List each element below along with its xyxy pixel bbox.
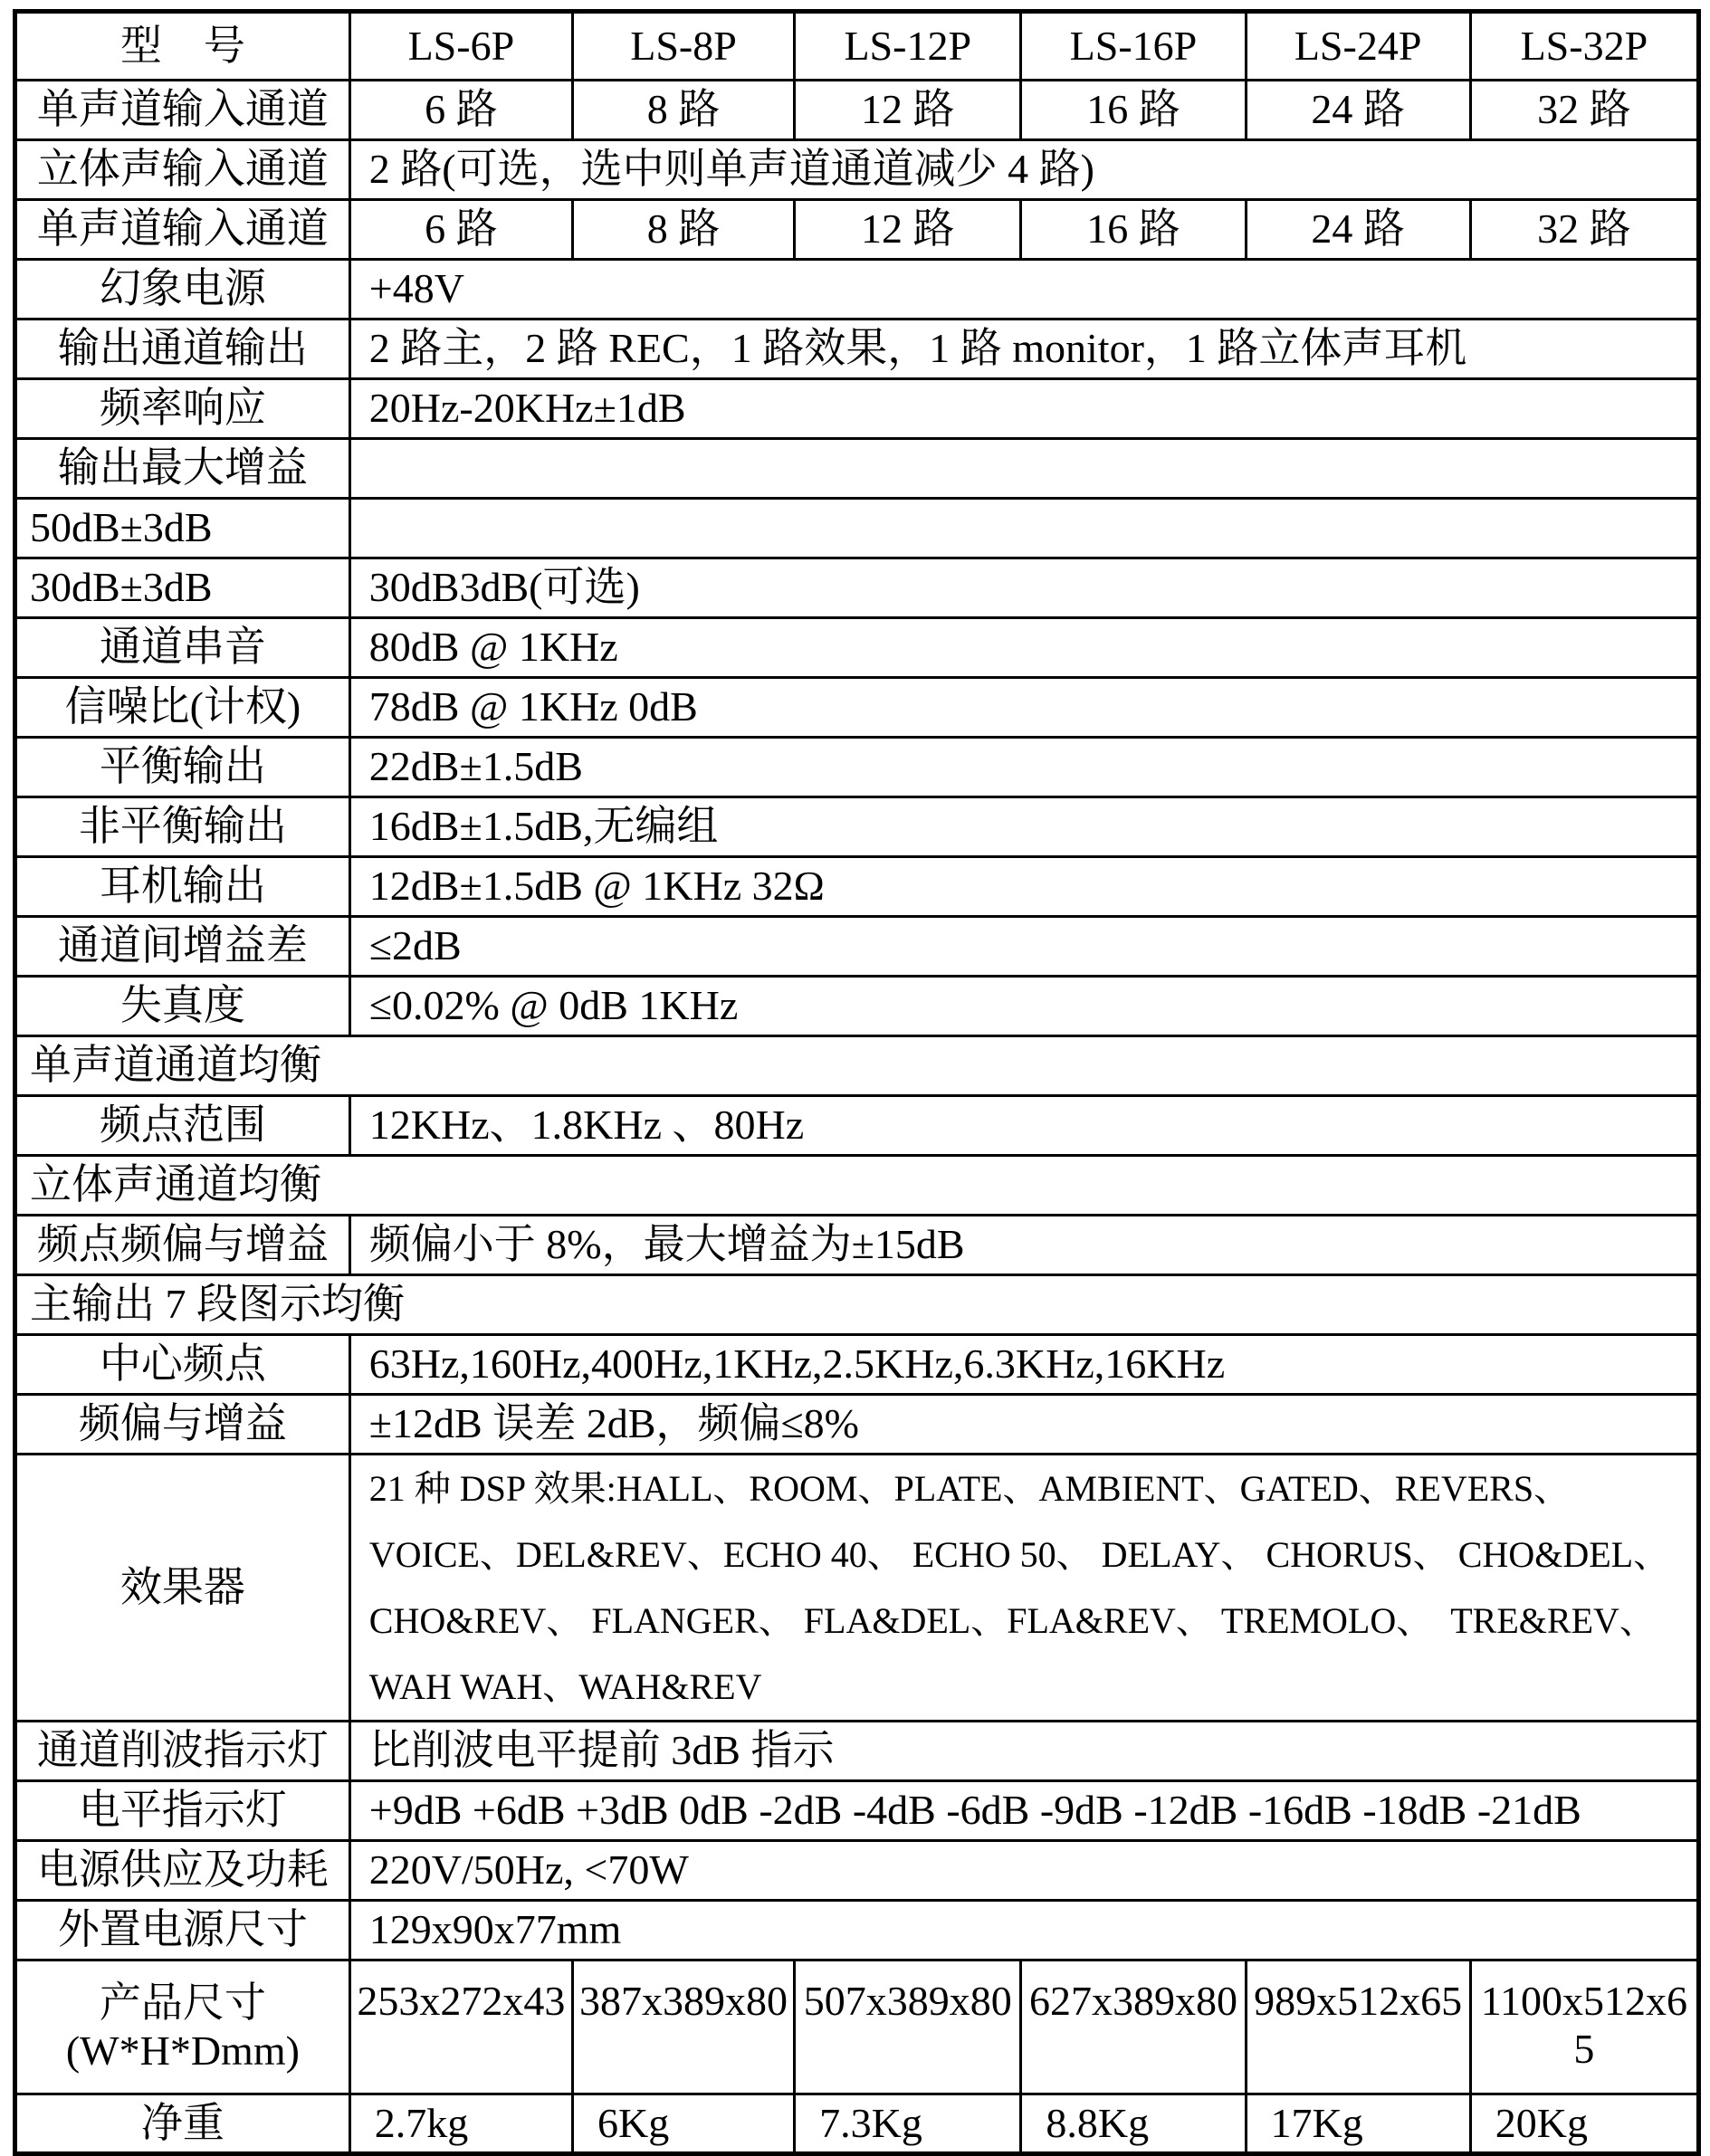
table-row-power-supply <box>15 1841 1699 1901</box>
table-row-crosstalk <box>15 618 1699 678</box>
model-name: LS-12P <box>795 12 1021 81</box>
row-label: 效果器 <box>15 1455 350 1722</box>
product-size-value: 507x389x80 <box>795 1960 1021 2094</box>
mono-input-value: 24 路 <box>1246 81 1470 140</box>
row-label: 通道串音 <box>15 618 350 678</box>
row-value: 2 路(可选，选中则单声道通道减少 4 路) <box>349 140 1698 200</box>
row-label: 单声道输入通道 <box>15 200 350 260</box>
row-value: 78dB @ 1KHz 0dB <box>349 678 1698 738</box>
table-row-dev-gain <box>15 1395 1699 1455</box>
section-label: 主输出 7 段图示均衡 <box>15 1275 1699 1335</box>
table-row-balanced-output <box>15 738 1699 797</box>
row-value: 频偏小于 8%，最大增益为±15dB <box>349 1216 1698 1275</box>
row-value: 220V/50Hz, <70W <box>349 1841 1698 1901</box>
table-row-clip-indicator <box>15 1722 1699 1781</box>
row-label: 幻象电源 <box>15 260 350 320</box>
product-size-value: 253x272x43 <box>349 1960 572 2094</box>
model-name: LS-24P <box>1246 12 1470 81</box>
row-label: 频点频偏与增益 <box>15 1216 350 1275</box>
mono-input-value: 32 路 <box>1470 81 1698 140</box>
table-row-level-indicator <box>15 1781 1699 1841</box>
row-value: ≤2dB <box>349 917 1698 977</box>
product-size-value: 387x389x80 <box>572 1960 794 2094</box>
model-name: LS-6P <box>349 12 572 81</box>
row-label: 频偏与增益 <box>15 1395 350 1455</box>
table-row-mono-input-2 <box>15 200 1699 260</box>
table-row-freq-range <box>15 1096 1699 1156</box>
row-value: 比削波电平提前 3dB 指示 <box>349 1722 1698 1781</box>
table-row-mono-input <box>15 81 1699 140</box>
table-row-main-eq-section <box>15 1275 1699 1335</box>
row-value: +48V <box>349 260 1698 320</box>
section-label: 立体声通道均衡 <box>15 1156 1699 1216</box>
model-name: LS-32P <box>1470 12 1698 81</box>
row-label: 频率响应 <box>15 379 350 439</box>
row-value <box>349 499 1698 558</box>
mono-input-value: 16 路 <box>1021 200 1246 260</box>
net-weight-value: 20Kg <box>1470 2094 1698 2154</box>
row-value: 63Hz,160Hz,400Hz,1KHz,2.5KHz,6.3KHz,16KHz <box>349 1335 1698 1395</box>
mono-input-value: 24 路 <box>1246 200 1470 260</box>
table-row-freq-dev-gain <box>15 1216 1699 1275</box>
table-row-channel-gain-diff <box>15 917 1699 977</box>
net-weight-value: 2.7kg <box>349 2094 572 2154</box>
row-value: 80dB @ 1KHz <box>349 618 1698 678</box>
row-label: 非平衡输出 <box>15 797 350 857</box>
table-row-stereo-input <box>15 140 1699 200</box>
row-label: 立体声输入通道 <box>15 140 350 200</box>
mono-input-value: 8 路 <box>572 81 794 140</box>
product-size-value: 989x512x65 <box>1246 1960 1470 2094</box>
table-row-stereo-eq-section <box>15 1156 1699 1216</box>
table-row-max-output-gain <box>15 439 1699 499</box>
table-row-headphone-output <box>15 857 1699 917</box>
row-value: ±12dB 误差 2dB，频偏≤8% <box>349 1395 1698 1455</box>
net-weight-value: 6Kg <box>572 2094 794 2154</box>
row-label: 中心频点 <box>15 1335 350 1395</box>
row-value: +9dB +6dB +3dB 0dB -2dB -4dB -6dB -9dB -12dB -16dB -18dB -21dB <box>349 1781 1698 1841</box>
table-row-frequency-response <box>15 379 1699 439</box>
row-label: 信噪比(计权) <box>15 678 350 738</box>
row-label: 频点范围 <box>15 1096 350 1156</box>
row-label: 平衡输出 <box>15 738 350 797</box>
table-row-gain-30db <box>15 558 1699 618</box>
product-size-value: 1100x512x65 <box>1470 1960 1698 2094</box>
row-label: 通道削波指示灯 <box>15 1722 350 1781</box>
section-label: 单声道通道均衡 <box>15 1036 1699 1096</box>
row-label: 失真度 <box>15 977 350 1036</box>
row-label <box>15 1960 350 2094</box>
mono-input-value: 8 路 <box>572 200 794 260</box>
row-value: ≤0.02% @ 0dB 1KHz <box>349 977 1698 1036</box>
row-value: 16dB±1.5dB,无编组 <box>349 797 1698 857</box>
row-label: 电平指示灯 <box>15 1781 350 1841</box>
table-row-net-weight <box>15 2094 1699 2154</box>
mono-input-value: 6 路 <box>349 200 572 260</box>
row-value: 20Hz-20KHz±1dB <box>349 379 1698 439</box>
mono-input-value: 16 路 <box>1021 81 1246 140</box>
row-value <box>349 439 1698 499</box>
row-label: 输出通道输出 <box>15 320 350 379</box>
row-value: 2 路主，2 路 REC，1 路效果，1 路 monitor，1 路立体声耳机 <box>349 320 1698 379</box>
model-header-label: 型 号 <box>15 12 350 81</box>
mono-input-value: 12 路 <box>795 200 1021 260</box>
row-value: 12KHz、1.8KHz 、80Hz <box>349 1096 1698 1156</box>
table-row-gain-50db <box>15 499 1699 558</box>
table-row-effects <box>15 1455 1699 1722</box>
table-row-output-channels <box>15 320 1699 379</box>
table-row-unbalanced-output <box>15 797 1699 857</box>
table-row-product-size <box>15 1960 1699 2094</box>
row-label: 耳机输出 <box>15 857 350 917</box>
row-value: 129x90x77mm <box>349 1901 1698 1960</box>
mono-input-value: 12 路 <box>795 81 1021 140</box>
row-label: 30dB±3dB <box>15 558 350 618</box>
mono-input-value: 6 路 <box>349 81 572 140</box>
row-value: 30dB3dB(可选) <box>349 558 1698 618</box>
table-row-psu-size <box>15 1901 1699 1960</box>
row-label: 单声道输入通道 <box>15 81 350 140</box>
row-label: 输出最大增益 <box>15 439 350 499</box>
product-size-value: 627x389x80 <box>1021 1960 1246 2094</box>
table-row-phantom-power <box>15 260 1699 320</box>
row-value: 22dB±1.5dB <box>349 738 1698 797</box>
table-row-center-freq <box>15 1335 1699 1395</box>
table-row-snr <box>15 678 1699 738</box>
table-row-mono-eq-section <box>15 1036 1699 1096</box>
net-weight-value: 17Kg <box>1246 2094 1470 2154</box>
product-size-label: 产品尺寸 <box>99 1979 266 2026</box>
row-label: 外置电源尺寸 <box>15 1901 350 1960</box>
row-label: 电源供应及功耗 <box>15 1841 350 1901</box>
row-label: 通道间增益差 <box>15 917 350 977</box>
table-row-distortion <box>15 977 1699 1036</box>
net-weight-value: 8.8Kg <box>1021 2094 1246 2154</box>
table-row-model-header <box>15 12 1699 81</box>
net-weight-value: 7.3Kg <box>795 2094 1021 2154</box>
row-label: 50dB±3dB <box>15 499 350 558</box>
model-name: LS-16P <box>1021 12 1246 81</box>
row-value: 12dB±1.5dB @ 1KHz 32Ω <box>349 857 1698 917</box>
product-size-unit: (W*H*Dmm) <box>65 2027 300 2074</box>
row-value: 21 种 DSP 效果:HALL、ROOM、PLATE、AMBIENT、GATED、REVERS、VOICE、DEL&REV、ECHO 40、 ECHO 50、 DELAY、 CHORUS、 CHO&DEL、 CHO&REV、 FLANGER、 FLA&DEL、FLA&REV、 TREMOLO、 TRE&REV、WAH WAH、WAH&REV <box>349 1455 1698 1722</box>
model-name: LS-8P <box>572 12 794 81</box>
spec-table <box>13 9 1701 2156</box>
row-label: 净重 <box>15 2094 350 2154</box>
mono-input-value: 32 路 <box>1470 200 1698 260</box>
